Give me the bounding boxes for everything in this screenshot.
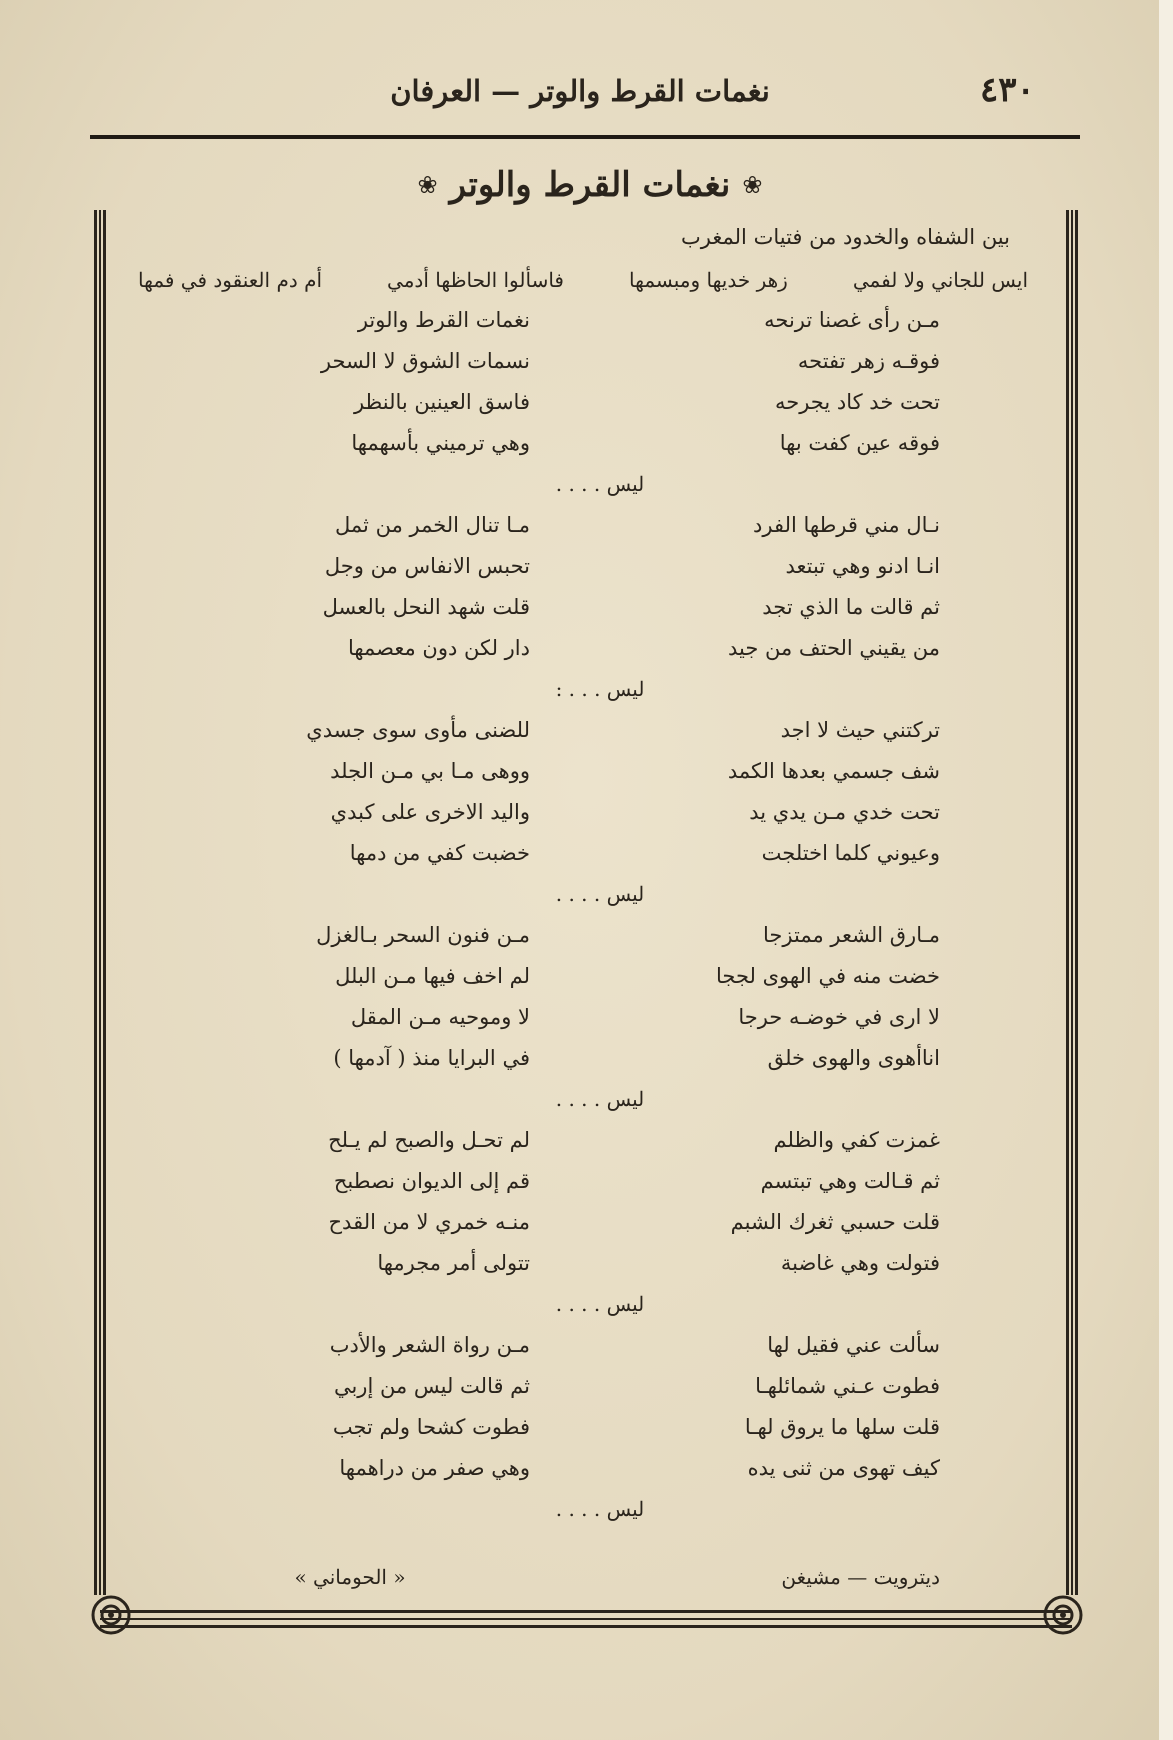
verse-first-hemistich: تحت خد كاد يجرحه xyxy=(774,390,940,414)
verse-line xyxy=(0,1210,1173,1251)
verse-line xyxy=(0,431,1173,472)
intro-part: أم دم العنقود في فمها xyxy=(138,268,323,292)
verse-line xyxy=(0,349,1173,390)
verse-line xyxy=(0,1128,1173,1169)
verse-first-hemistich: اناأهوى والهوى خلق xyxy=(767,1046,940,1070)
header-rule xyxy=(90,135,1080,139)
verse-second-hemistich: مـن رواة الشعر والأدب xyxy=(329,1333,530,1357)
refrain: ليس . . . . xyxy=(555,1087,645,1111)
verse-first-hemistich: قلت سلها ما يروق لهـا xyxy=(744,1415,940,1439)
refrain-line xyxy=(0,677,1173,718)
verse-line xyxy=(0,718,1173,759)
verse-first-hemistich: نـال مني قرطها الفرد xyxy=(753,513,940,537)
verse-line xyxy=(0,1169,1173,1210)
verse-first-hemistich: سألت عني فقيل لها xyxy=(767,1333,940,1357)
verse-first-hemistich: فوقـه زهر تفتحه xyxy=(797,349,940,373)
verse-second-hemistich: منـه خمري لا من القدح xyxy=(328,1210,530,1234)
signature-place: ديترويت — مشيغن xyxy=(781,1565,940,1589)
verse-line xyxy=(0,1374,1173,1415)
verse-line xyxy=(0,1333,1173,1374)
verse-line xyxy=(0,554,1173,595)
verse-second-hemistich: نغمات القرط والوتر xyxy=(357,308,530,332)
verse-second-hemistich: لا وموحيه مـن المقل xyxy=(350,1005,530,1029)
running-title: نغمات القرط والوتر — العرفان xyxy=(390,74,770,108)
intro-part: ايس للجاني ولا لفمي xyxy=(852,268,1028,292)
refrain: ليس . . . . xyxy=(555,1497,645,1521)
verse-first-hemistich: ثم قالت ما الذي تجد xyxy=(762,595,940,619)
flower-ornament-icon: ❀ xyxy=(742,171,763,199)
verse-first-hemistich: فتولت وهي غاضبة xyxy=(780,1251,940,1275)
verse-second-hemistich: ثم قالت ليس من إربي xyxy=(333,1374,530,1398)
verse-first-hemistich: مـن رأى غصنا ترنحه xyxy=(764,308,940,332)
verse-second-hemistich: مـا تنال الخمر من ثمل xyxy=(335,513,530,537)
verse-second-hemistich: لم تحـل والصبح لم يـلح xyxy=(328,1128,530,1152)
verse-line xyxy=(0,513,1173,554)
verse-line xyxy=(0,595,1173,636)
verse-line xyxy=(0,1415,1173,1456)
refrain: ليس . . . . xyxy=(555,472,645,496)
verse-first-hemistich: غمزت كفي والظلم xyxy=(773,1128,940,1152)
verse-first-hemistich: تحت خدي مـن يدي يد xyxy=(749,800,940,824)
verse-line xyxy=(0,636,1173,677)
flower-ornament-icon: ❀ xyxy=(417,171,438,199)
intro-verse xyxy=(138,268,1028,292)
verse-second-hemistich: نسمات الشوق لا السحر xyxy=(320,349,530,373)
verse-first-hemistich: فطوت عـني شمائلهـا xyxy=(755,1374,940,1398)
verse-second-hemistich: خضبت كفي من دمها xyxy=(349,841,530,865)
verse-line xyxy=(0,964,1173,1005)
verse-second-hemistich: لم اخف فيها مـن البلل xyxy=(335,964,530,988)
refrain-line xyxy=(0,1497,1173,1538)
poem-title: نغمات القرط والوتر xyxy=(449,165,731,205)
verse-first-hemistich: ثم قـالت وهي تبتسم xyxy=(760,1169,940,1193)
verse-line xyxy=(0,800,1173,841)
verse-line xyxy=(0,759,1173,800)
intro-part: فاسألوا الحاظها أدمي xyxy=(387,268,564,292)
verse-second-hemistich: مـن فنون السحر بـالغزل xyxy=(316,923,530,947)
refrain: ليس . . . . xyxy=(555,1292,645,1316)
verse-second-hemistich: وهي ترميني بأسهمها xyxy=(351,431,530,455)
verse-second-hemistich: قلت شهد النحل بالعسل xyxy=(322,595,530,619)
signature-author: « الحوماني » xyxy=(294,1565,406,1589)
verse-second-hemistich: في البرايا منذ ( آدمها ) xyxy=(333,1046,530,1070)
verse-line xyxy=(0,923,1173,964)
verse-second-hemistich: قم إلى الديوان نصطبح xyxy=(333,1169,530,1193)
verse-second-hemistich: واليد الاخرى على كبدي xyxy=(330,800,530,824)
signature xyxy=(0,1565,1173,1605)
intro-part: زهر خديها ومبسمها xyxy=(629,268,788,292)
verse-second-hemistich: فطوت كشحا ولم تجب xyxy=(332,1415,530,1439)
verse-first-hemistich: لا ارى في خوضـه حرجا xyxy=(738,1005,940,1029)
verse-line xyxy=(0,1046,1173,1087)
verse-line xyxy=(0,841,1173,882)
verse-first-hemistich: وعيوني كلما اختلجت xyxy=(761,841,940,865)
verse-second-hemistich: دار لكن دون معصمها xyxy=(347,636,530,660)
verse-line xyxy=(0,308,1173,349)
verse-first-hemistich: قلت حسبي ثغرك الشبم xyxy=(730,1210,940,1234)
verse-line xyxy=(0,1005,1173,1046)
verse-first-hemistich: مـارق الشعر ممتزجا xyxy=(763,923,940,947)
refrain-line xyxy=(0,472,1173,513)
verse-first-hemistich: شف جسمي بعدها الكمد xyxy=(727,759,940,783)
verse-second-hemistich: للضنى مأوى سوى جسدي xyxy=(306,718,530,742)
poem-subtitle: بين الشفاه والخدود من فتيات المغرب xyxy=(681,225,1010,249)
refrain: ليس . . . . xyxy=(555,882,645,906)
verse-second-hemistich: تحبس الانفاس من وجل xyxy=(324,554,530,578)
poem-title-block xyxy=(350,160,830,210)
verse-line xyxy=(0,390,1173,431)
poem-stanzas xyxy=(0,308,1173,1538)
verse-second-hemistich: ووهى مـا بي مـن الجلد xyxy=(330,759,530,783)
frame-bottom-border xyxy=(100,1610,1072,1628)
refrain: ليس . . . : xyxy=(555,677,645,701)
refrain-line xyxy=(0,882,1173,923)
verse-first-hemistich: فوقه عين كفت بها xyxy=(779,431,940,455)
verse-line xyxy=(0,1251,1173,1292)
verse-first-hemistich: تركتني حيث لا اجد xyxy=(780,718,940,742)
verse-line xyxy=(0,1456,1173,1497)
refrain-line xyxy=(0,1292,1173,1333)
verse-first-hemistich: خضت منه في الهوى لججا xyxy=(715,964,940,988)
page-number: ٤٣٠ xyxy=(980,70,1035,110)
verse-second-hemistich: تتولى أمر مجرمها xyxy=(377,1251,530,1275)
verse-first-hemistich: كيف تهوى من ثنى يده xyxy=(747,1456,940,1480)
refrain-line xyxy=(0,1087,1173,1128)
verse-second-hemistich: وهي صفر من دراهمها xyxy=(339,1456,530,1480)
verse-first-hemistich: انـا ادنو وهي تبتعد xyxy=(785,554,940,578)
verse-second-hemistich: فاسق العينين بالنظر xyxy=(353,390,530,414)
verse-first-hemistich: من يقيني الحتف من جيد xyxy=(727,636,940,660)
